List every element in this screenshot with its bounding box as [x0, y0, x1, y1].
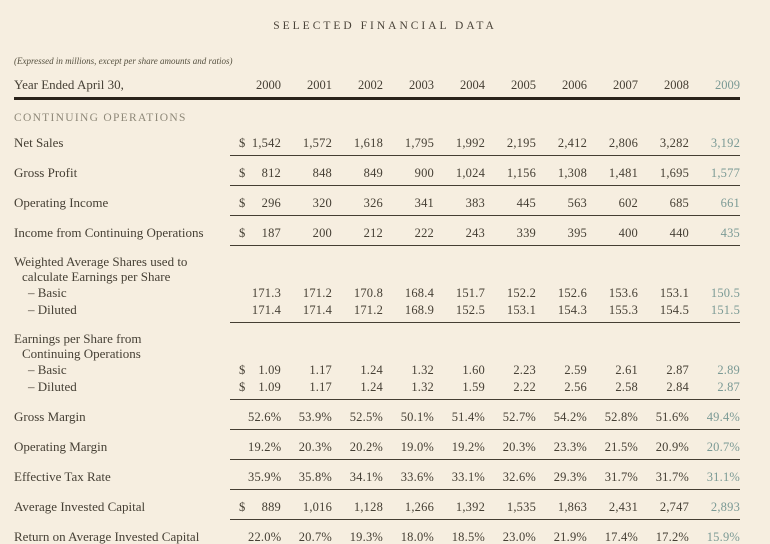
table-row: [14, 285, 740, 302]
section-header-row: [14, 99, 740, 126]
cell-value: 32.6%: [485, 459, 536, 489]
cell-value: 2,431: [587, 489, 638, 519]
page-title: SELECTED FINANCIAL DATA: [273, 20, 497, 32]
cell-value: 18.5%: [434, 519, 485, 544]
cell-value: 661: [689, 185, 740, 215]
dollar-sign: [230, 399, 248, 429]
dollar-sign: [230, 302, 248, 323]
cell-value: 1,863: [536, 489, 587, 519]
cell-value: 171.4: [248, 302, 281, 323]
cell-value: 2.89: [717, 362, 741, 377]
cell-value: 1.24: [332, 379, 383, 400]
cell-value: 20.2%: [332, 429, 383, 459]
cell-value: 33.1%: [434, 459, 485, 489]
table-row: [14, 185, 740, 215]
dollar-sign: $: [239, 362, 246, 377]
cell-value: 1,695: [638, 155, 689, 185]
cell-value: 2.61: [615, 362, 639, 377]
cell-value: 50.1%: [383, 399, 434, 429]
cell-value: 15.9%: [689, 519, 740, 544]
table-row: [14, 322, 740, 362]
dollar-sign: $: [230, 155, 248, 185]
cell-value: 49.4%: [689, 399, 740, 429]
cell-value: 435: [689, 215, 740, 245]
cell-value: 2.22: [485, 379, 536, 400]
cell-value: 171.2: [332, 302, 383, 323]
cell-value: 1,392: [434, 489, 485, 519]
cell-value: 31.1%: [689, 459, 740, 489]
cell-value: 395: [536, 215, 587, 245]
cell-value: 17.2%: [638, 519, 689, 544]
row-label: Gross Profit: [14, 165, 78, 180]
table-row: [14, 399, 740, 429]
row-label-line: Earnings per Share from: [14, 330, 142, 346]
cell-value: 153.1: [659, 285, 690, 300]
row-label: – Basic: [28, 361, 67, 377]
row-label: – Basic: [28, 284, 67, 300]
units-note: (Expressed in millions, except per share amounts and ratios): [14, 56, 233, 66]
table-row: [14, 519, 740, 544]
section-header: CONTINUING OPERATIONS: [14, 112, 187, 124]
cell-value: 29.3%: [536, 459, 587, 489]
cell-value: 171.2: [302, 285, 333, 300]
cell-value: 1.32: [411, 362, 435, 377]
cell-value: 339: [485, 215, 536, 245]
dollar-sign: $: [230, 489, 248, 519]
cell-value: 341: [383, 185, 434, 215]
cell-value: 812: [248, 155, 281, 185]
year-column-header: 2009: [689, 77, 740, 99]
row-label: Average Invested Capital: [14, 499, 146, 514]
cell-value: 152.6: [557, 285, 588, 300]
table-row: [14, 245, 740, 285]
row-label: – Diluted: [28, 302, 77, 317]
table-row: [14, 215, 740, 245]
cell-value: 21.5%: [587, 429, 638, 459]
cell-value: 1.17: [309, 362, 333, 377]
year-column-header: 2004: [434, 77, 485, 99]
cell-value: 52.6%: [248, 399, 281, 429]
cell-value: 1,992: [434, 125, 485, 155]
cell-value: 23.3%: [536, 429, 587, 459]
table-row: [14, 429, 740, 459]
cell-value: 563: [536, 185, 587, 215]
cell-value: 154.5: [638, 302, 689, 323]
cell-value: 1,535: [485, 489, 536, 519]
cell-value: 19.3%: [332, 519, 383, 544]
cell-value: 51.6%: [638, 399, 689, 429]
cell-value: 400: [587, 215, 638, 245]
cell-value: 383: [434, 185, 485, 215]
cell-value: 170.8: [353, 285, 384, 300]
cell-value: 21.9%: [536, 519, 587, 544]
cell-value: 2,412: [536, 125, 587, 155]
cell-value: 33.6%: [383, 459, 434, 489]
cell-value: 1,308: [536, 155, 587, 185]
cell-value: 19.2%: [248, 429, 281, 459]
cell-value: 52.5%: [332, 399, 383, 429]
cell-value: 212: [332, 215, 383, 245]
cell-value: 52.8%: [587, 399, 638, 429]
cell-value: 326: [332, 185, 383, 215]
cell-value: 2,893: [689, 489, 740, 519]
cell-value: 296: [248, 185, 281, 215]
cell-value: 602: [587, 185, 638, 215]
cell-value: 35.9%: [248, 459, 281, 489]
row-label: Operating Income: [14, 195, 109, 210]
table-row: [14, 489, 740, 519]
cell-value: 848: [281, 155, 332, 185]
cell-value: 171.4: [281, 302, 332, 323]
table-row: [14, 155, 740, 185]
year-column-header: 2007: [587, 77, 638, 99]
cell-value: 31.7%: [638, 459, 689, 489]
year-column-header: 2006: [536, 77, 587, 99]
cell-value: 1,024: [434, 155, 485, 185]
cell-value: 31.7%: [587, 459, 638, 489]
cell-value: 1.59: [434, 379, 485, 400]
dollar-sign: [230, 459, 248, 489]
table-row: [14, 302, 740, 323]
cell-value: 2.59: [564, 362, 588, 377]
cell-value: 2.84: [638, 379, 689, 400]
dollar-sign: [230, 429, 248, 459]
row-label: Effective Tax Rate: [14, 469, 111, 484]
cell-value: 152.2: [506, 285, 537, 300]
row-group-label: [14, 322, 740, 362]
cell-value: 1.09: [258, 362, 282, 377]
cell-value: 685: [638, 185, 689, 215]
cell-value: 20.9%: [638, 429, 689, 459]
cell-value: 168.9: [383, 302, 434, 323]
cell-value: 900: [383, 155, 434, 185]
dollar-sign: $: [230, 215, 248, 245]
cell-value: 22.0%: [248, 519, 281, 544]
cell-value: 2,195: [485, 125, 536, 155]
cell-value: 2,806: [587, 125, 638, 155]
cell-value: 19.0%: [383, 429, 434, 459]
row-label-line: calculate Earnings per Share: [22, 269, 171, 284]
cell-value: 445: [485, 185, 536, 215]
cell-value: 2.87: [689, 379, 740, 400]
table-row: [14, 459, 740, 489]
cell-value: 1,795: [383, 125, 434, 155]
cell-value: 1.32: [383, 379, 434, 400]
year-header-row: [14, 77, 740, 99]
cell-value: 20.3%: [485, 429, 536, 459]
cell-value: 1.09: [248, 379, 281, 400]
cell-value: 20.7%: [689, 429, 740, 459]
cell-value: 151.7: [455, 285, 486, 300]
row-label: Net Sales: [14, 135, 64, 150]
cell-value: 171.3: [251, 285, 282, 300]
cell-value: 35.8%: [281, 459, 332, 489]
cell-value: 1,577: [689, 155, 740, 185]
cell-value: 153.6: [608, 285, 639, 300]
year-column-header: 2005: [485, 77, 536, 99]
row-label-line: Continuing Operations: [22, 346, 141, 361]
cell-value: 1.17: [281, 379, 332, 400]
dollar-sign: $: [230, 125, 248, 155]
cell-value: 51.4%: [434, 399, 485, 429]
cell-value: 53.9%: [281, 399, 332, 429]
row-label: Operating Margin: [14, 439, 108, 454]
cell-value: 222: [383, 215, 434, 245]
table-row: [14, 125, 740, 155]
cell-value: 889: [248, 489, 281, 519]
row-label-line: Weighted Average Shares used to: [14, 253, 188, 269]
cell-value: 1,156: [485, 155, 536, 185]
cell-value: 154.3: [536, 302, 587, 323]
year-column-header: 2001: [281, 77, 332, 99]
year-column-header: 2000: [248, 77, 281, 99]
dollar-sign: [230, 519, 248, 544]
row-label: – Diluted: [28, 379, 77, 394]
row-label: Return on Average Invested Capital: [14, 529, 200, 544]
row-group-label: [14, 245, 740, 285]
cell-value: 1,618: [332, 125, 383, 155]
cell-value: 19.2%: [434, 429, 485, 459]
cell-value: 20.3%: [281, 429, 332, 459]
cell-value: 20.7%: [281, 519, 332, 544]
cell-value: 2.23: [513, 362, 537, 377]
year-column-header: 2008: [638, 77, 689, 99]
year-header-label: Year Ended April 30,: [14, 77, 248, 99]
cell-value: 1,266: [383, 489, 434, 519]
cell-value: 320: [281, 185, 332, 215]
cell-value: 2.58: [587, 379, 638, 400]
row-label: Income from Continuing Operations: [14, 225, 204, 240]
cell-value: 151.5: [689, 302, 740, 323]
cell-value: 1,016: [281, 489, 332, 519]
row-label: Gross Margin: [14, 409, 86, 424]
cell-value: 1.60: [462, 362, 486, 377]
cell-value: 1,481: [587, 155, 638, 185]
cell-value: 849: [332, 155, 383, 185]
cell-value: 152.5: [434, 302, 485, 323]
cell-value: 200: [281, 215, 332, 245]
table-row: [14, 362, 740, 379]
cell-value: 1,572: [281, 125, 332, 155]
cell-value: 1,128: [332, 489, 383, 519]
cell-value: 18.0%: [383, 519, 434, 544]
financial-table: [14, 77, 740, 544]
cell-value: 2,747: [638, 489, 689, 519]
cell-value: 155.3: [587, 302, 638, 323]
cell-value: 23.0%: [485, 519, 536, 544]
year-column-header: 2002: [332, 77, 383, 99]
cell-value: 54.2%: [536, 399, 587, 429]
cell-value: 150.5: [710, 285, 741, 300]
cell-value: 243: [434, 215, 485, 245]
cell-value: 153.1: [485, 302, 536, 323]
cell-value: 17.4%: [587, 519, 638, 544]
cell-value: 3,282: [638, 125, 689, 155]
cell-value: 2.56: [536, 379, 587, 400]
cell-value: 168.4: [404, 285, 435, 300]
year-column-header: 2003: [383, 77, 434, 99]
cell-value: 3,192: [689, 125, 740, 155]
cell-value: 1.24: [360, 362, 384, 377]
table-row: [14, 379, 740, 400]
cell-value: 440: [638, 215, 689, 245]
cell-value: 52.7%: [485, 399, 536, 429]
dollar-sign: $: [230, 185, 248, 215]
cell-value: 187: [248, 215, 281, 245]
cell-value: 1,542: [248, 125, 281, 155]
cell-value: 2.87: [666, 362, 690, 377]
dollar-sign: $: [230, 379, 248, 400]
cell-value: 34.1%: [332, 459, 383, 489]
dollar-sign: [230, 285, 248, 302]
